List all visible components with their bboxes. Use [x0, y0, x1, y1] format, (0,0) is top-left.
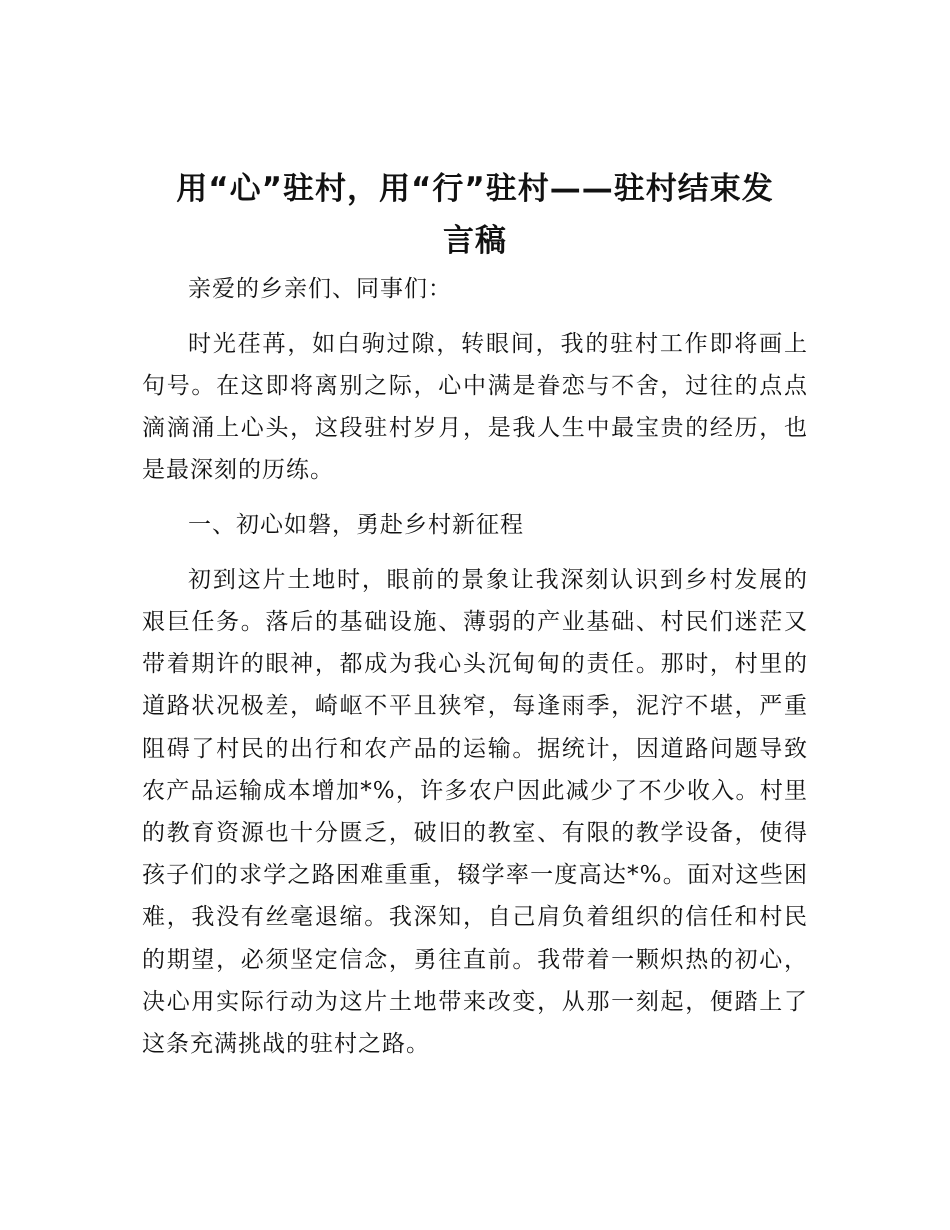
document-body [142, 268, 808, 1078]
document-title [140, 163, 810, 267]
title-line-2: 言稿 [443, 223, 507, 259]
paragraph-intro: 时光荏苒，如白驹过隙，转眼间，我的驻村工作即将画上句号。在这即将离别之际，心中满是眷恋与不舍，过往的点点滴滴涌上心头，这段驻村岁月，是我人生中最宝贵的经历，也是最深刻的历练。 [142, 330, 808, 484]
section-heading: 一、初心如磐，勇赴乡村新征程 [188, 512, 524, 539]
salutation: 亲爱的乡亲们、同事们： [188, 276, 452, 302]
title-line-1: 用“心”驻村，用“行”驻村——驻村结束发 [176, 171, 774, 207]
paragraph-section-1: 初到这片土地时，眼前的景象让我深刻认识到乡村发展的艰巨任务。落后的基础设施、薄弱的产业基础、村民们迷茫又带着期许的眼神，都成为我心头沉甸甸的责任。那时，村里的道路状况极差，崎岖不平且狭窄，每逢雨季，泥泞不堪，严重阻碍了村民的出行和农产品的运输。据统计，因道路问题导致农产品运输成本增加*%，许多农户因此减少了不少收入。村里的教育资源也十分匮乏，破旧的教室、有限的教学设备，使得孩子们的求学之路困难重重，辍学率一度高达*%。面对这些困难，我没有丝毫退缩。我深知，自己肩负着组织的信任和村民的期望，必须坚定信念，勇往直前。我带着一颗炽热的初心，决心用实际行动为这片土地带来改变，从那一刻起，便踏上了这条充满挑战的驻村之路。 [142, 566, 808, 1057]
